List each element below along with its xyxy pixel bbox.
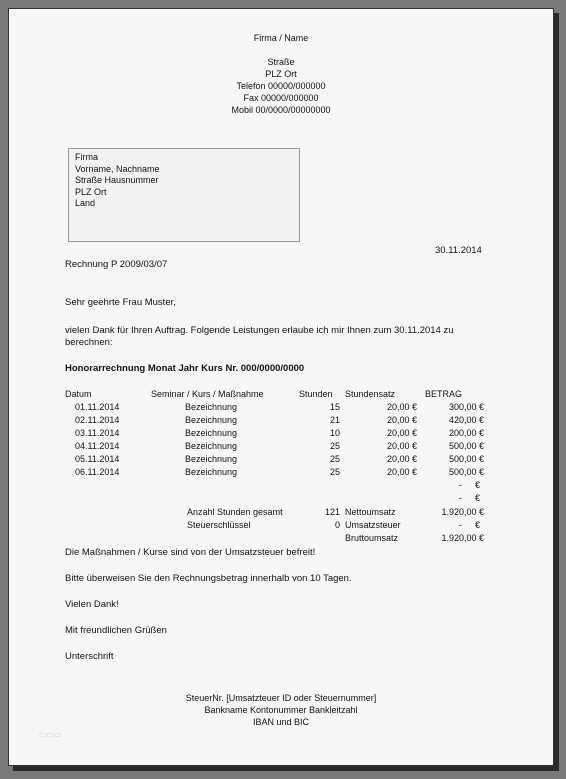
col-header-rate: Stundensatz <box>345 389 396 399</box>
row-amount: 500,00 € <box>448 467 484 477</box>
row-date: 05.11.2014 <box>75 454 120 464</box>
row-description: Bezeichnung <box>185 428 238 438</box>
thanks-text: Vielen Dank! <box>65 599 119 610</box>
sender-fax: Fax 00000/000000 <box>243 93 319 103</box>
payment-note: Bitte überweisen Sie den Rechnungsbetrag innerhalb von 10 Tagen. <box>65 573 352 584</box>
tax-key-value: 0 <box>334 520 340 530</box>
sender-phone: Telefon 00000/000000 <box>236 81 326 91</box>
empty-amount-dash: - <box>459 493 462 503</box>
empty-amount-currency: € <box>475 493 481 503</box>
row-rate: 20,00 € <box>386 428 417 438</box>
address-line: PLZ Ort <box>75 186 107 197</box>
sender-company: Firma / Name <box>253 33 309 43</box>
salutation: Sehr geehrte Frau Muster, <box>65 297 176 308</box>
sender-mobile: Mobil 00/0000/00000000 <box>231 105 331 115</box>
row-description: Bezeichnung <box>185 454 238 464</box>
row-description: Bezeichnung <box>185 467 238 477</box>
footer-bank-details: Bankname Kontonummer Bankleitzahl <box>204 705 358 715</box>
total-hours-value: 121 <box>324 507 340 517</box>
gross-value: 1.920,00 € <box>441 533 484 543</box>
sender-city: PLZ Ort <box>265 69 297 79</box>
row-date: 04.11.2014 <box>75 441 120 451</box>
vat-label: Umsatzsteuer <box>345 520 401 530</box>
row-description: Bezeichnung <box>185 415 238 425</box>
col-header-seminar: Seminar / Kurs / Maßnahme <box>151 389 264 399</box>
row-rate: 20,00 € <box>386 467 417 477</box>
row-date: 03.11.2014 <box>75 428 120 438</box>
row-rate: 20,00 € <box>386 454 417 464</box>
row-description: Bezeichnung <box>185 402 238 412</box>
footer-tax-number: SteuerNr. [Umsatzteuer ID oder Steuernummer] <box>185 693 377 703</box>
row-hours: 10 <box>329 428 340 438</box>
col-header-amount: BETRAG <box>425 389 463 399</box>
invoice-reference: Rechnung P 2009/03/07 <box>65 259 168 270</box>
row-hours: 21 <box>329 415 340 425</box>
recipient-address-box <box>68 148 300 242</box>
total-hours-label: Anzahl Stunden gesamt <box>187 507 283 517</box>
row-amount: 420,00 € <box>448 415 484 425</box>
row-hours: 25 <box>329 441 340 451</box>
address-line: Vorname, Nachname <box>75 163 160 174</box>
invoice-date: 30.11.2014 <box>435 245 482 256</box>
sender-street: Straße <box>267 57 295 67</box>
vat-dash: - <box>459 520 462 530</box>
address-line: Straße Hausnummer <box>75 175 159 185</box>
tax-key-label: Steuerschlüssel <box>187 520 251 530</box>
row-rate: 20,00 € <box>386 415 417 425</box>
row-date: 06.11.2014 <box>75 467 120 477</box>
row-rate: 20,00 € <box>386 441 417 451</box>
row-hours: 25 <box>329 467 340 477</box>
net-label: Nettoumsatz <box>345 507 396 517</box>
row-date: 01.11.2014 <box>75 402 120 412</box>
gross-label: Bruttoumsatz <box>345 533 399 543</box>
col-header-hours: Stunden <box>299 389 333 399</box>
closing-text: Mit freundlichen Grüßen <box>65 625 167 636</box>
footer-iban: IBAN und BIC <box>252 717 310 727</box>
row-hours: 25 <box>329 454 340 464</box>
col-header-date: Datum <box>65 389 92 399</box>
net-value: 1.920,00 € <box>441 507 484 517</box>
row-amount: 300,00 € <box>448 402 484 412</box>
empty-amount-currency: € <box>475 480 481 490</box>
row-description: Bezeichnung <box>185 441 238 451</box>
watermark-logo: ▭▭▭ <box>39 730 62 739</box>
vat-exemption-note: Die Maßnahmen / Kurse sind von der Umsatzsteuer befreit! <box>65 547 316 558</box>
address-line: Land <box>75 198 96 208</box>
intro-text: vielen Dank für Ihren Auftrag. Folgende Leistungen erlaube ich mir Ihnen zum 30.11.2014 zu <box>65 325 454 336</box>
signature-text: Unterschrift <box>65 651 114 662</box>
intro-text-cont: berechnen: <box>65 337 113 348</box>
address-line: Firma <box>75 152 98 162</box>
row-rate: 20,00 € <box>386 402 417 412</box>
row-amount: 200,00 € <box>448 428 484 438</box>
row-date: 02.11.2014 <box>75 415 120 425</box>
empty-amount-dash: - <box>459 480 462 490</box>
row-amount: 500,00 € <box>448 441 484 451</box>
vat-currency: € <box>475 520 481 530</box>
row-hours: 15 <box>329 402 340 412</box>
section-title: Honorarrechnung Monat Jahr Kurs Nr. 000/0000/0000 <box>65 363 305 374</box>
row-amount: 500,00 € <box>448 454 484 464</box>
invoice-page <box>8 8 554 766</box>
